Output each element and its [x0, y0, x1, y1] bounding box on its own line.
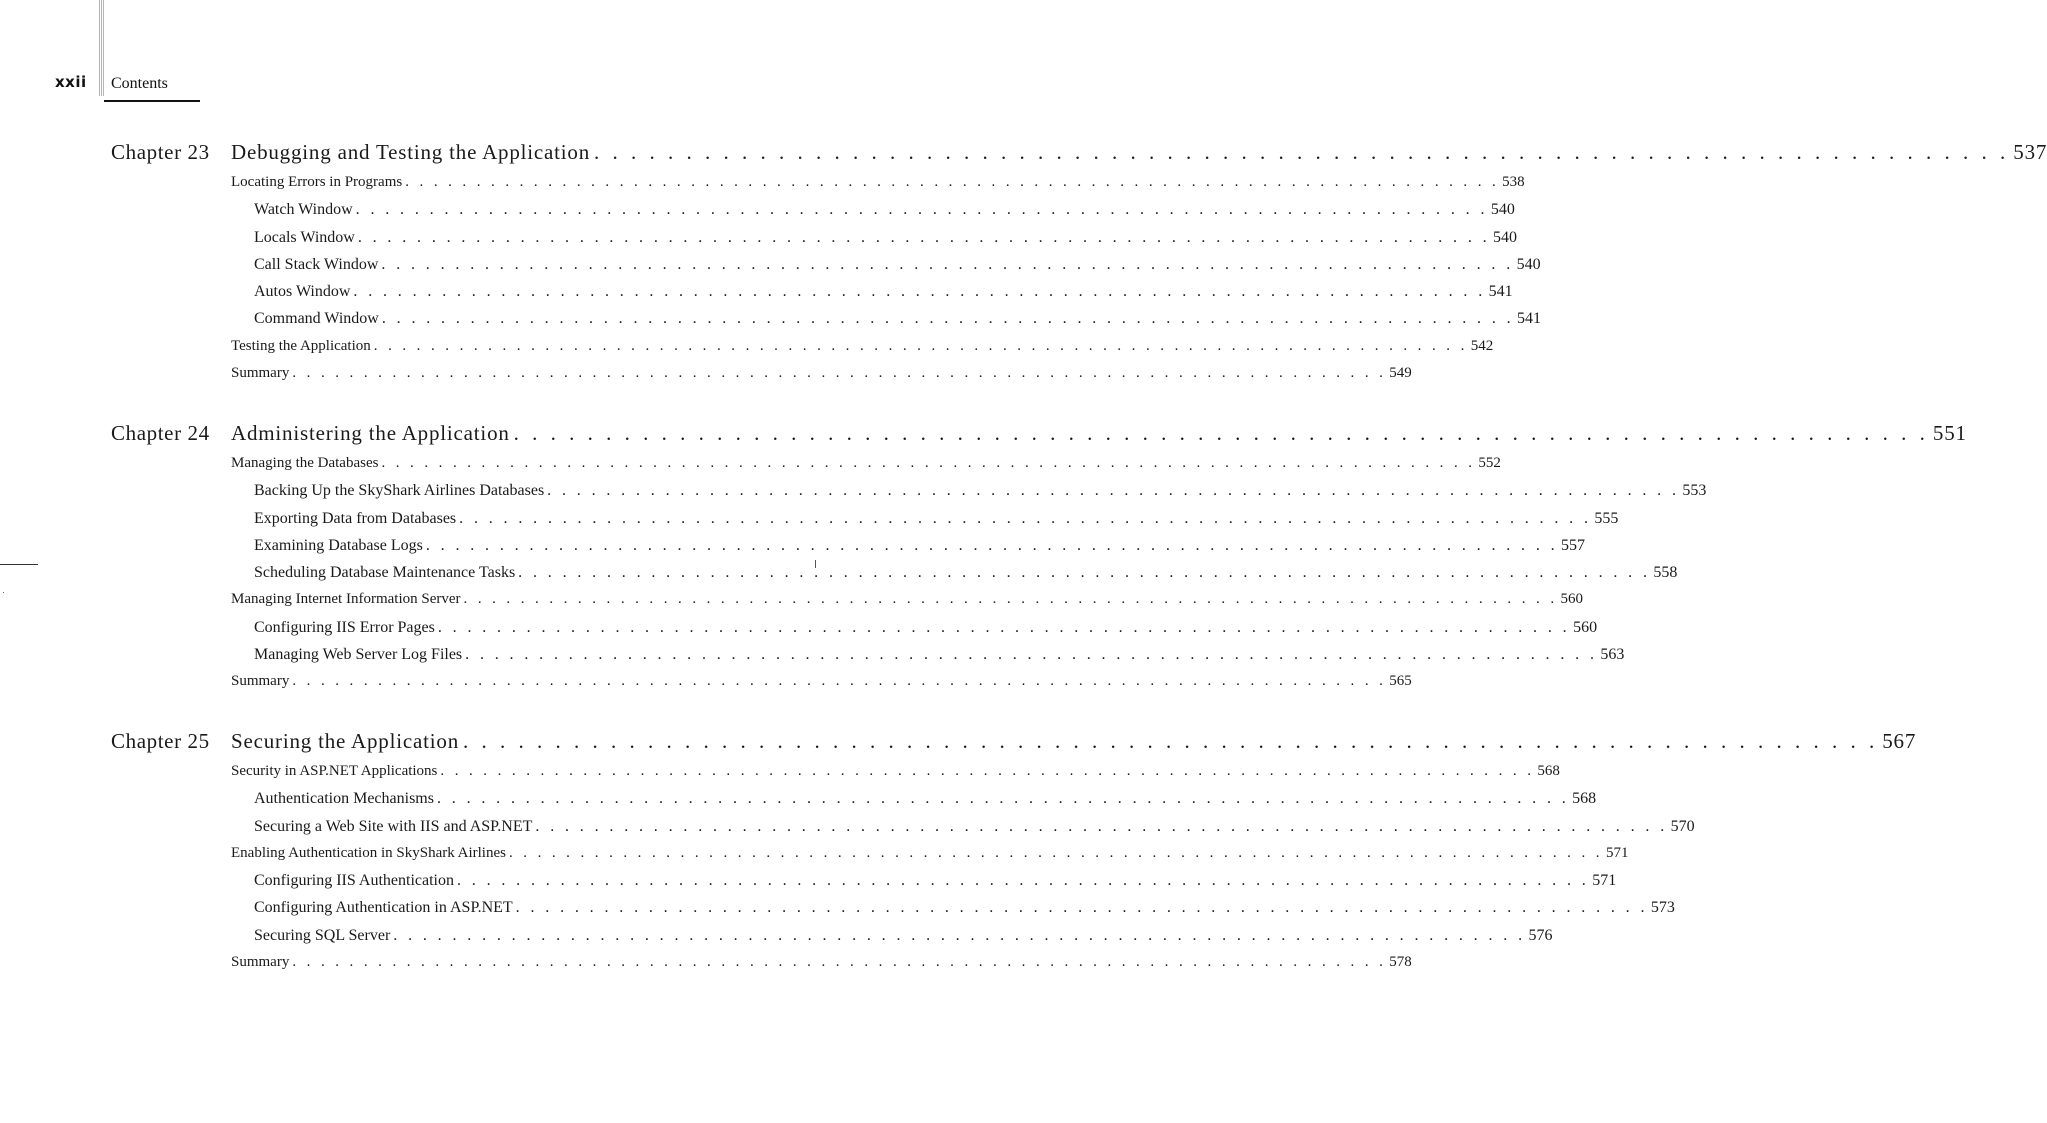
toc-entry[interactable]: [231, 365, 1412, 392]
entry-page: 565: [1389, 673, 1412, 690]
toc-entry[interactable]: [231, 591, 1583, 618]
entry-page: 560: [1573, 618, 1598, 636]
header-rule: [104, 100, 200, 102]
margin-rule: [0, 564, 38, 565]
dot-leader: . . . . . . . . . . . . . . . . . . . . . . . . . . . . . . . . . . . . . . . . . . . . . . . . . . . . . . . . . . . . . . . . . . . . . . . . . . . . .: [393, 926, 1526, 944]
toc-entry[interactable]: [231, 817, 1695, 845]
chapter-number: Chapter 24: [111, 421, 210, 445]
dot-leader: . . . . . . . . . . . . . . . . . . . . . . . . . . . . . . . . . . . . . . . . . . . . . . . . . . . . . . . . . . . . . . . . . . . . . . . . . . . . .: [465, 646, 1598, 664]
entry-title: Backing Up the SkyShark Airlines Databases: [254, 482, 545, 500]
entry-list: [231, 455, 1707, 701]
chapter-page: 537: [2013, 140, 2047, 164]
dot-leader: . . . . . . . . . . . . . . . . . . . . . . . . . . . . . . . . . . . . . . . . . . . . . . . . . . . . . . . . . . . . . . . . . . . . . . . . . . . . .: [594, 140, 2010, 164]
dot-leader: . . . . . . . . . . . . . . . . . . . . . . . . . . . . . . . . . . . . . . . . . . . . . . . . . . . . . . . . . . . . . . . . . . . . . . . . . . . . .: [535, 817, 1668, 835]
binding-line: [101, 0, 102, 96]
dot-leader: . . . . . . . . . . . . . . . . . . . . . . . . . . . . . . . . . . . . . . . . . . . . . . . . . . . . . . . . . . . . . . . . . . . . . . . . . . . . .: [513, 421, 1929, 445]
dot-leader: . . . . . . . . . . . . . . . . . . . . . . . . . . . . . . . . . . . . . . . . . . . . . . . . . . . . . . . . . . . . . . . . . . . . . . . . . . . . .: [353, 283, 1486, 301]
entry-page: 552: [1478, 455, 1501, 471]
entry-title: Managing Web Server Log Files: [254, 646, 463, 664]
entry-page: 557: [1561, 536, 1586, 554]
entry-page: 578: [1389, 954, 1412, 971]
toc-entry[interactable]: [231, 283, 1513, 310]
chapter-page: 551: [1932, 421, 1967, 445]
entry-title: Locals Window: [254, 228, 355, 246]
entry-page: 541: [1488, 283, 1513, 301]
entry-title: Security in ASP.NET Applications: [231, 763, 438, 779]
chapter-23: [111, 140, 2047, 382]
entry-page: 540: [1493, 228, 1518, 246]
binding-line: [99, 0, 100, 96]
toc-entry[interactable]: [231, 954, 1412, 981]
dot-leader: . . . . . . . . . . . . . . . . . . . . . . . . . . . . . . . . . . . . . . . . . . . . . . . . . . . . . . . . . . . . . . . . . . . . . . . . . . . . .: [463, 729, 1879, 753]
dot-leader: . . . . . . . . . . . . . . . . . . . . . . . . . . . . . . . . . . . . . . . . . . . . . . . . . . . . . . . . . . . . . . . . . . . . . . . . . . . . .: [459, 509, 1592, 527]
running-head: Contents: [111, 75, 168, 92]
toc-entry[interactable]: [231, 564, 1678, 591]
dot-leader: . . . . . . . . . . . . . . . . . . . . . . . . . . . . . . . . . . . . . . . . . . . . . . . . . . . . . . . . . . . . . . . . . . . . . . . . . . . . .: [456, 872, 1590, 890]
chapter-number: Chapter 23: [111, 140, 210, 164]
entry-page: 538: [1502, 174, 1525, 190]
entry-page: 540: [1490, 201, 1515, 219]
chapter-24: [111, 421, 1967, 690]
toc-entry[interactable]: [231, 673, 1412, 700]
page-number: xxii: [55, 73, 87, 91]
toc-entry[interactable]: [231, 482, 1707, 509]
toc-entry[interactable]: [231, 790, 1597, 817]
entry-title: Authentication Mechanisms: [254, 790, 434, 808]
toc-entry[interactable]: [231, 337, 1494, 365]
entry-page: 540: [1516, 255, 1541, 273]
entry-title: Watch Window: [254, 201, 353, 219]
entry-page: 558: [1653, 564, 1678, 582]
toc-entry[interactable]: [231, 872, 1617, 899]
entry-title: Scheduling Database Maintenance Tasks: [254, 564, 516, 582]
entry-title: Examining Database Logs: [254, 536, 423, 554]
toc-entry[interactable]: [231, 201, 1515, 228]
entry-title: Securing a Web Site with IIS and ASP.NET: [254, 817, 533, 835]
entry-page: 571: [1592, 872, 1617, 890]
entry-title: Exporting Data from Databases: [254, 509, 457, 527]
chapter-title: Administering the Application: [231, 421, 510, 445]
toc-entry[interactable]: [231, 255, 1541, 283]
chapter-heading[interactable]: [111, 140, 2047, 170]
entry-title: Summary: [231, 365, 290, 382]
entry-page: 542: [1470, 337, 1494, 354]
dot-leader: . . . . . . . . . . . . . . . . . . . . . . . . . . . . . . . . . . . . . . . . . . . . . . . . . . . . . . . . . . . . . . . . . . . . . . . . . . . . .: [508, 844, 1603, 861]
dot-leader: . . . . . . . . . . . . . . . . . . . . . . . . . . . . . . . . . . . . . . . . . . . . . . . . . . . . . . . . . . . . . . . . . . . . . . . . . . . . .: [292, 673, 1387, 690]
toc-entry[interactable]: [231, 899, 1675, 926]
dot-leader: . . . . . . . . . . . . . . . . . . . . . . . . . . . . . . . . . . . . . . . . . . . . . . . . . . . . . . . . . . . . . . . . . . . . . . . . . . . . .: [437, 618, 1571, 636]
dot-leader: . . . . . . . . . . . . . . . . . . . . . . . . . . . . . . . . . . . . . . . . . . . . . . . . . . . . . . . . . . . . . . . . . . . . . . . . . . . . .: [405, 174, 1500, 190]
chapter-number: Chapter 25: [111, 729, 210, 753]
toc-entry[interactable]: [231, 844, 1629, 872]
dot-leader: . . . . . . . . . . . . . . . . . . . . . . . . . . . . . . . . . . . . . . . . . . . . . . . . . . . . . . . . . . . . . . . . . . . . . . . . . . . . .: [357, 228, 1491, 246]
toc-entry[interactable]: [231, 509, 1619, 537]
entry-title: Testing the Application: [231, 337, 371, 354]
edge-dot: [3, 592, 4, 593]
entry-page: 560: [1560, 591, 1583, 608]
binding-line: [103, 0, 104, 96]
dot-leader: . . . . . . . . . . . . . . . . . . . . . . . . . . . . . . . . . . . . . . . . . . . . . . . . . . . . . . . . . . . . . . . . . . . . . . . . . . . . .: [547, 482, 1680, 500]
entry-page: 563: [1600, 646, 1625, 664]
entry-list: [231, 174, 1542, 392]
entry-page: 555: [1594, 509, 1619, 527]
entry-title: Configuring IIS Authentication: [254, 872, 454, 890]
toc-entry[interactable]: [231, 763, 1560, 790]
entry-page: 568: [1537, 763, 1560, 779]
entry-title: Summary: [231, 673, 290, 690]
chapter-title: Debugging and Testing the Application: [231, 140, 591, 164]
dot-leader: . . . . . . . . . . . . . . . . . . . . . . . . . . . . . . . . . . . . . . . . . . . . . . . . . . . . . . . . . . . . . . . . . . . . . . . . . . . . .: [440, 763, 1535, 779]
entry-page: 568: [1572, 790, 1597, 808]
toc-entry[interactable]: [231, 174, 1525, 201]
dot-leader: . . . . . . . . . . . . . . . . . . . . . . . . . . . . . . . . . . . . . . . . . . . . . . . . . . . . . . . . . . . . . . . . . . . . . . . . . . . . .: [381, 455, 1476, 471]
entry-title: Summary: [231, 954, 290, 971]
toc-entry[interactable]: [231, 310, 1542, 337]
toc-entry[interactable]: [231, 618, 1598, 646]
chapter-heading[interactable]: [111, 729, 1917, 759]
chapter-page: 567: [1882, 729, 1917, 753]
entry-title: Command Window: [254, 310, 379, 328]
chapter-title: Securing the Application: [231, 729, 459, 753]
toc-entry[interactable]: [231, 646, 1625, 673]
dot-leader: . . . . . . . . . . . . . . . . . . . . . . . . . . . . . . . . . . . . . . . . . . . . . . . . . . . . . . . . . . . . . . . . . . . . . . . . . . . . .: [518, 564, 1651, 582]
toc-entry[interactable]: [231, 926, 1553, 954]
entry-title: Call Stack Window: [254, 255, 379, 273]
dot-leader: . . . . . . . . . . . . . . . . . . . . . . . . . . . . . . . . . . . . . . . . . . . . . . . . . . . . . . . . . . . . . . . . . . . . . . . . . . . . .: [292, 954, 1387, 971]
dot-leader: . . . . . . . . . . . . . . . . . . . . . . . . . . . . . . . . . . . . . . . . . . . . . . . . . . . . . . . . . . . . . . . . . . . . . . . . . . . . .: [436, 790, 1570, 808]
dot-leader: . . . . . . . . . . . . . . . . . . . . . . . . . . . . . . . . . . . . . . . . . . . . . . . . . . . . . . . . . . . . . . . . . . . . . . . . . . . . .: [463, 591, 1558, 608]
chapter-25: [111, 729, 1917, 971]
entry-page: 576: [1528, 926, 1553, 944]
entry-page: 570: [1670, 817, 1695, 835]
toc-entry[interactable]: [231, 536, 1586, 564]
entry-title: Managing Internet Information Server: [231, 591, 461, 608]
entry-title: Managing the Databases: [231, 455, 379, 471]
chapter-heading[interactable]: [111, 421, 1967, 451]
entry-title: Locating Errors in Programs: [231, 174, 403, 190]
entry-page: 553: [1682, 482, 1707, 500]
dot-leader: . . . . . . . . . . . . . . . . . . . . . . . . . . . . . . . . . . . . . . . . . . . . . . . . . . . . . . . . . . . . . . . . . . . . . . . . . . . . .: [515, 899, 1648, 917]
dot-leader: . . . . . . . . . . . . . . . . . . . . . . . . . . . . . . . . . . . . . . . . . . . . . . . . . . . . . . . . . . . . . . . . . . . . . . . . . . . . .: [355, 201, 1488, 219]
entry-page: 541: [1517, 310, 1542, 328]
entry-title: Configuring Authentication in ASP.NET: [254, 899, 513, 917]
entry-title: Autos Window: [254, 283, 351, 301]
entry-title: Enabling Authentication in SkyShark Airlines: [231, 844, 506, 861]
toc-entry[interactable]: [231, 455, 1501, 482]
dot-leader: . . . . . . . . . . . . . . . . . . . . . . . . . . . . . . . . . . . . . . . . . . . . . . . . . . . . . . . . . . . . . . . . . . . . . . . . . . . . .: [381, 310, 1515, 328]
entry-page: 571: [1605, 844, 1629, 861]
dot-leader: . . . . . . . . . . . . . . . . . . . . . . . . . . . . . . . . . . . . . . . . . . . . . . . . . . . . . . . . . . . . . . . . . . . . . . . . . . . . .: [381, 255, 1514, 273]
dot-leader: . . . . . . . . . . . . . . . . . . . . . . . . . . . . . . . . . . . . . . . . . . . . . . . . . . . . . . . . . . . . . . . . . . . . . . . . . . . . .: [373, 337, 1468, 354]
entry-title: Configuring IIS Error Pages: [254, 618, 435, 636]
entry-page: 549: [1389, 365, 1412, 382]
entry-page: 573: [1650, 899, 1675, 917]
toc-entry[interactable]: [231, 228, 1518, 256]
entry-list: [231, 763, 1695, 981]
dot-leader: . . . . . . . . . . . . . . . . . . . . . . . . . . . . . . . . . . . . . . . . . . . . . . . . . . . . . . . . . . . . . . . . . . . . . . . . . . . . .: [292, 365, 1387, 382]
entry-title: Securing SQL Server: [254, 926, 391, 944]
dot-leader: . . . . . . . . . . . . . . . . . . . . . . . . . . . . . . . . . . . . . . . . . . . . . . . . . . . . . . . . . . . . . . . . . . . . . . . . . . . . .: [425, 536, 1559, 554]
